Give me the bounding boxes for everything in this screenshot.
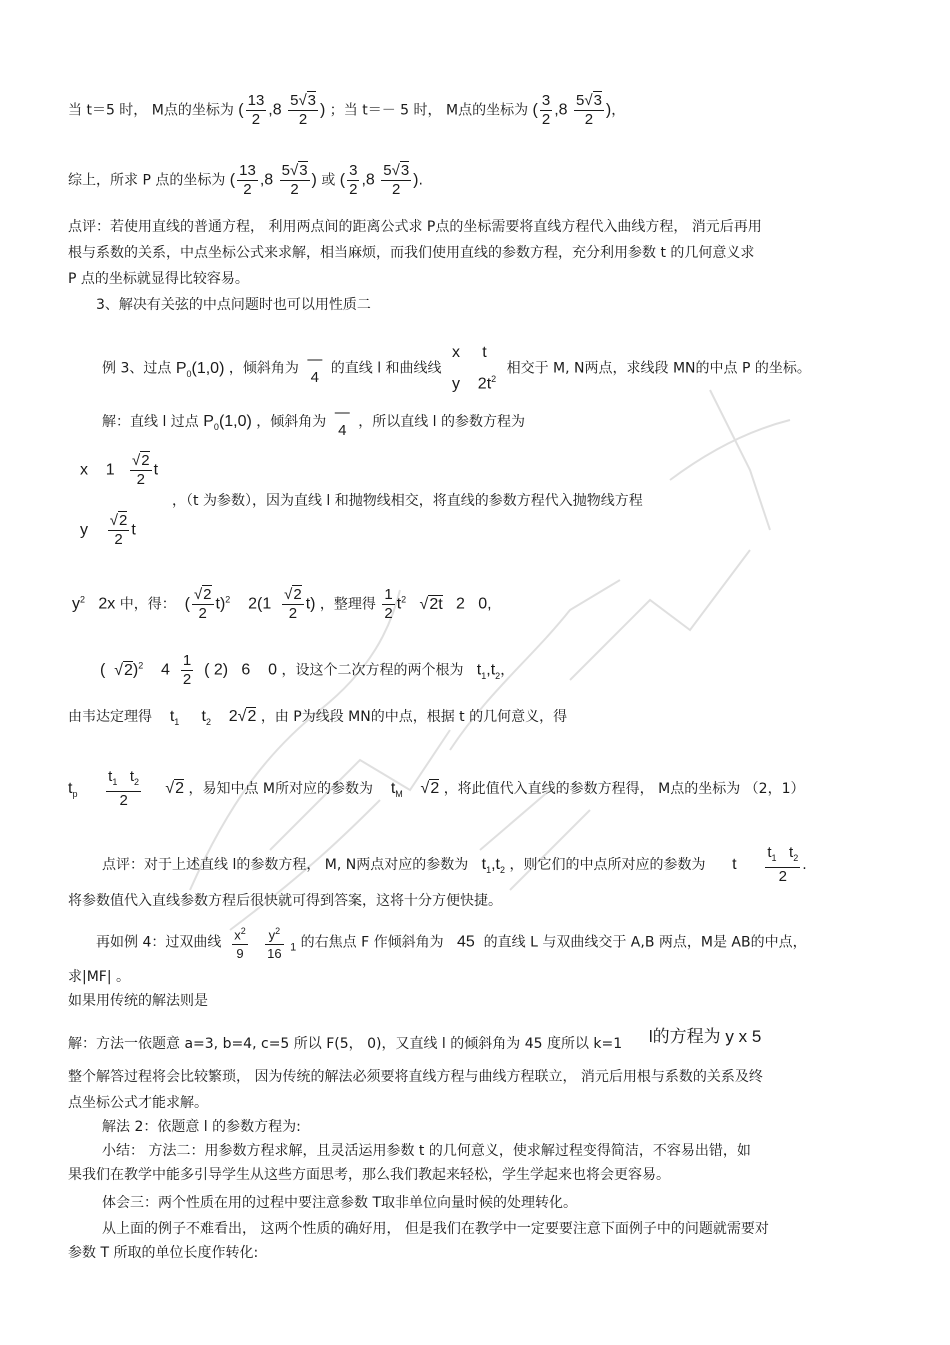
fraction: $\frac{3}{2}$	[541, 92, 551, 128]
insight-3: 体会三：两个性质在用的过程中要注意参数 T取非单位向量时候的处理转化。	[102, 1195, 577, 1211]
example-4: 再如例 4：过双曲线 $\frac{x^2}{9}$ $\frac{y^2}{16}$ $_1$ 的右焦点 F 作倾斜角为 45 的直线 L 与双曲线交于 A,B 两点，M是 AB的中点，	[96, 922, 807, 963]
line-t5-coords: 当 t＝5 时， M点的坐标为 ( $\frac{13}{2}$ ,8 $\frac{5√3}{2}$ ) ；当 t＝－ 5 时， M点的坐标为 ( $\frac{3}{2}$ ,8 $\frac{5√3}{2}$ )，	[68, 92, 626, 128]
curve-equation: x t y $2t^2$	[452, 344, 497, 393]
summary-line-2: 果我们在教学中能多引导学生从这些方面思考，那么我们教起来轻松，学生学起来也将会更容易。	[68, 1167, 670, 1183]
example-4-question: 求|MF| 。	[68, 969, 131, 985]
text: 当 t＝5 时， M点的坐标为	[68, 102, 234, 119]
tp-line: $t_p$ $\frac{t_1 t_2}{2}$ √2 ，易知中点 M所对应的参数为 $t_M$ √2 ，将此值代入直线的参数方程得， M点的坐标为 （2，1）	[68, 768, 805, 809]
param-y: y $\frac{√2}{2}$ t	[80, 512, 136, 548]
review-line: 点评：对于上述直线 l的参数方程， M, N两点对应的参数为 $t_1,t_2$ ，则它们的中点所对应的参数为 t $\frac{t_1 t_2}{2}$ .	[102, 844, 807, 885]
comment-line-1: 点评：若使用直线的普通方程， 利用两点间的距离公式求 P点的坐标需要将直线方程代入曲线方程， 消元后再用	[68, 219, 762, 235]
method-1-note: 整个解答过程将会比较繁琐， 因为传统的解法必须要将直线方程与曲线方程联立， 消元后用根与系数的关系及终	[68, 1069, 763, 1085]
section-heading: 3、解决有关弦的中点问题时也可以用性质二	[96, 297, 371, 313]
param-note: ，（t 为参数），因为直线 l 和抛物线相交，将直线的参数方程代入抛物线方程	[172, 493, 643, 509]
final-line-2: 参数 T 所取的单位长度作转化:	[68, 1245, 259, 1261]
param-x: x 1 $\frac{√2}{2}$ t	[80, 452, 159, 488]
discriminant-line: ( √2)$^2$ 4 $\frac{1}{2}$ ( 2) 6 0 ，设这个二次方程的两个根为 $t_1,t_2$，	[100, 652, 515, 688]
solution-intro: 解：直线 l 过点 $P_0(1,0)$ ，倾斜角为 — 4 ，所以直线 l 的参数方程为	[102, 404, 525, 439]
method-1-line: 解：方法一依题意 a=3, b=4, c=5 所以 F(5， 0)，又直线 l 的倾斜角为 45 度所以 k=1 l的方程为 y x 5	[68, 1027, 762, 1052]
traditional-heading: 如果用传统的解法则是	[68, 993, 208, 1009]
fraction: $\frac{5√3}{2}$	[290, 92, 317, 128]
method-1-note-2: 点坐标公式才能求解。	[68, 1095, 208, 1111]
fraction: $\frac{13}{2}$	[247, 92, 265, 128]
review-line-2: 将参数值代入直线参数方程后很快就可得到答案，这将十分方便快捷。	[68, 893, 502, 909]
summary-line-1: 小结： 方法二：用参数方程求解，且灵活运用参数 t 的几何意义，使求解过程变得简洁，不容易出错，如	[102, 1143, 751, 1159]
line-summary-coords: 综上，所求 P 点的坐标为 ( $\frac{13}{2}$ ,8 $\frac{5√3}{2}$ ) 或 ( $\frac{3}{2}$ ,8 $\frac{5√3}{2}$ ).	[68, 162, 423, 198]
comment-line-3: P 点的坐标就显得比较容易。	[68, 271, 249, 287]
method-2: 解法 2：依题意 l 的参数方程为:	[102, 1119, 301, 1135]
substitution-line: $y^2$ 2x 中，得： ( $\frac{√2}{2}$ t)$^2$ 2(1 $\frac{√2}{2}$ t) ，整理得 $\frac{1}{2}$ $t^2$ √2t 2 0,	[72, 586, 492, 622]
vieta-line: 由韦达定理得 $t_1$ $t_2$ 2√2 ，由 P为线段 MN的中点，根据 t 的几何意义，得	[68, 708, 568, 728]
fraction: $\frac{5√3}{2}$	[576, 92, 602, 128]
text: ；当 t＝－ 5 时， M点的坐标为	[329, 102, 529, 119]
final-line-1: 从上面的例子不难看出， 这两个性质的确好用， 但是我们在教学中一定要要注意下面例子中的问题就需要对	[102, 1221, 769, 1237]
comment-line-2: 根与系数的关系，中点坐标公式来求解，相当麻烦，而我们使用直线的参数方程，充分利用参数 t 的几何意义求	[68, 245, 755, 261]
example-3: 例 3、过点 $P_0(1,0)$ ，倾斜角为 — 4 的直线 l 和曲线线 x t y $2t^2$ 相交于 M, N两点，求线段 MN的中点 P 的坐标。	[102, 340, 811, 397]
